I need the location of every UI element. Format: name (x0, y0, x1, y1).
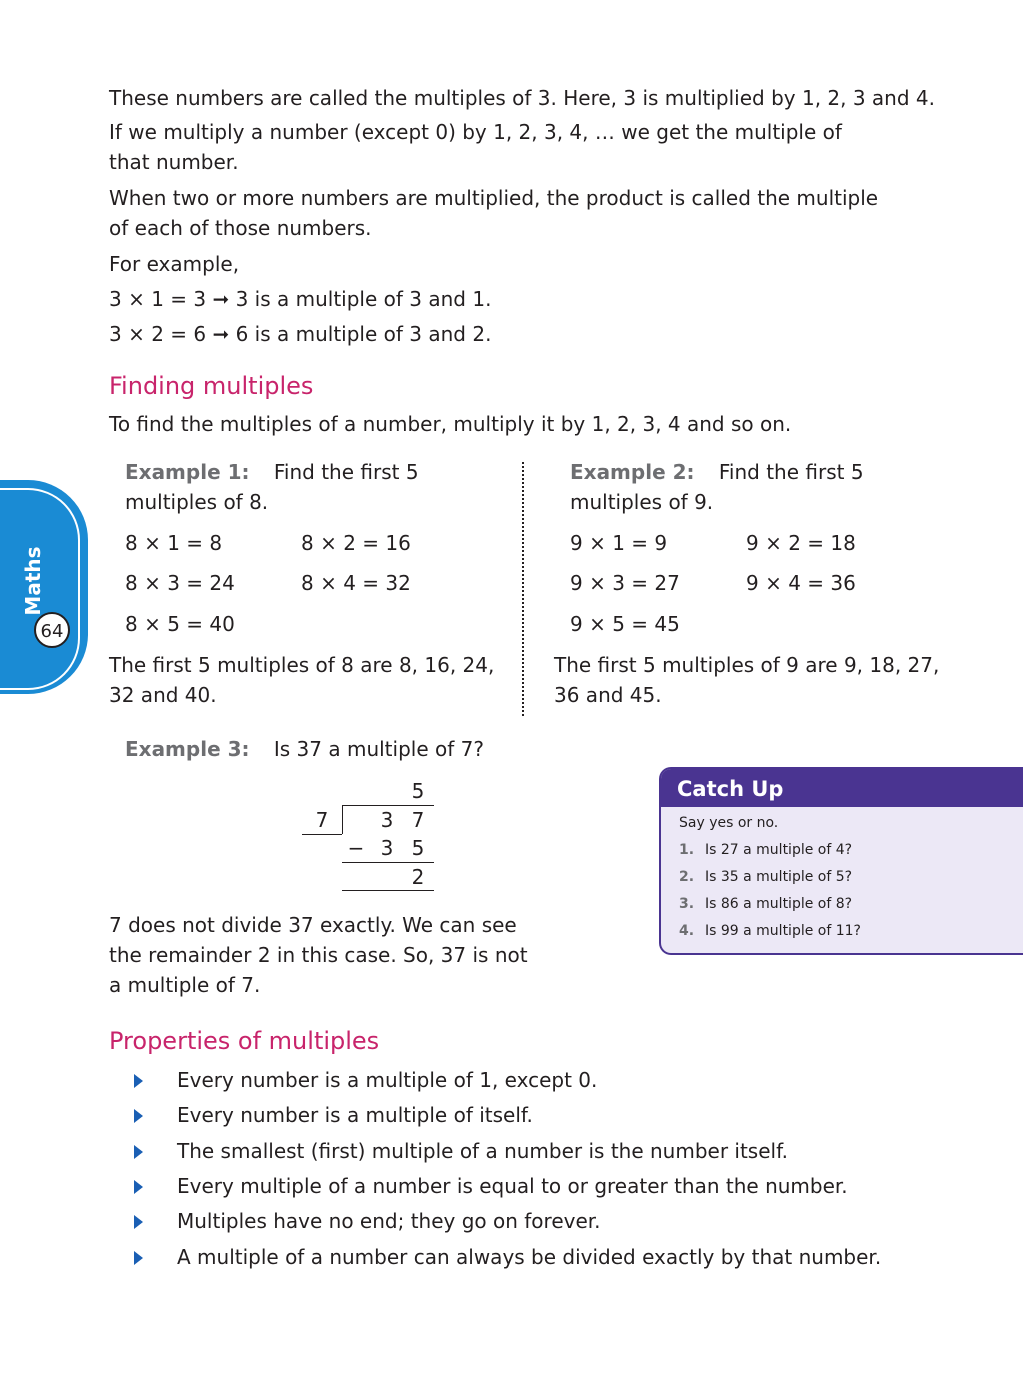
finding-multiples-heading: Finding multiples (109, 372, 314, 400)
bullet-arrow-icon (134, 1251, 143, 1265)
bullet-arrow-icon (134, 1215, 143, 1229)
catch-up-item (679, 896, 852, 912)
example-2-question: Find the first 5 (718, 460, 864, 484)
division-subtract-digit: 5 (411, 836, 425, 860)
example-2-line: 9 × 1 = 9 (570, 531, 668, 555)
example-line-1: 3 × 1 = 3 ➞ 3 is a multiple of 3 and 1. (109, 287, 492, 311)
example-3-question: Is 37 a multiple of 7? (273, 737, 484, 761)
property-item: The smallest (first) multiple of a number is the number itself. (177, 1139, 789, 1163)
properties-heading: Properties of multiples (109, 1027, 380, 1055)
page-number: 64 (34, 612, 70, 648)
example-1-answer: The first 5 multiples of 8 are 8, 16, 24, (109, 653, 495, 677)
example-1-line: 8 × 3 = 24 (125, 571, 235, 595)
division-dividend-digit: 3 (380, 808, 394, 832)
catch-up-item-text: Is 86 a multiple of 8? (705, 896, 853, 912)
example-line-2: 3 × 2 = 6 ➞ 6 is a multiple of 3 and 2. (109, 322, 492, 346)
bullet-arrow-icon (134, 1145, 143, 1159)
catch-up-item-text: Is 35 a multiple of 5? (705, 869, 853, 885)
intro-paragraph-3a: When two or more numbers are multiplied, the product is called the multiple (109, 186, 879, 210)
example-2-line: 9 × 5 = 45 (570, 612, 680, 636)
example-1-label: Example 1: (125, 460, 250, 484)
catch-up-item-number: 1. (679, 842, 695, 858)
example-2-label: Example 2: (570, 460, 695, 484)
division-divisor-underline (302, 834, 342, 835)
example-1-title (125, 459, 419, 485)
catch-up-box (659, 767, 1023, 955)
division-quotient: 5 (411, 779, 425, 803)
example-3-conclusion-end: a multiple of 7. (109, 973, 261, 997)
example-2-answer: The first 5 multiples of 9 are 9, 18, 27, (554, 653, 940, 677)
example-3-title (125, 736, 484, 762)
example-1-line: 8 × 4 = 32 (301, 571, 411, 595)
property-item: Every number is a multiple of itself. (177, 1103, 533, 1127)
bullet-arrow-icon (134, 1074, 143, 1088)
example-2-line: 9 × 4 = 36 (746, 571, 856, 595)
for-example-text: For example, (109, 252, 240, 276)
example-1-question-cont: multiples of 8. (125, 490, 269, 514)
example-3-label: Example 3: (125, 737, 250, 761)
division-bracket-top (342, 805, 434, 806)
example-1-line: 8 × 1 = 8 (125, 531, 223, 555)
example-1-answer-cont: 32 and 40. (109, 683, 217, 707)
example-2-title (570, 459, 864, 485)
subject-label: Maths (21, 546, 45, 616)
example-2-answer-cont: 36 and 45. (554, 683, 662, 707)
catch-up-item-text: Is 27 a multiple of 4? (705, 842, 853, 858)
catch-up-item (679, 923, 861, 939)
catch-up-item (679, 842, 852, 858)
intro-paragraph-1: These numbers are called the multiples of 3. Here, 3 is multiplied by 1, 2, 3 and 4. (109, 86, 935, 110)
finding-multiples-text: To find the multiples of a number, multiply it by 1, 2, 3, 4 and so on. (109, 412, 792, 436)
property-item: Every multiple of a number is equal to or greater than the number. (177, 1174, 848, 1198)
example-2-line: 9 × 2 = 18 (746, 531, 856, 555)
division-line-bottom (342, 890, 434, 891)
example-3-conclusion-cont: the remainder 2 in this case. So, 37 is not (109, 943, 528, 967)
property-item: Every number is a multiple of 1, except 0. (177, 1068, 598, 1092)
example-1-question: Find the first 5 (273, 460, 419, 484)
division-bracket-side (342, 805, 343, 834)
example-3-conclusion: 7 does not divide 37 exactly. We can see (109, 913, 517, 937)
property-item: Multiples have no end; they go on forever. (177, 1209, 601, 1233)
catch-up-item-text: Is 99 a multiple of 11? (705, 923, 861, 939)
catch-up-item (679, 869, 852, 885)
division-minus-sign: − (347, 836, 365, 860)
example-2-line: 9 × 3 = 27 (570, 571, 680, 595)
division-subtract-digit: 3 (380, 836, 394, 860)
intro-paragraph-3b: of each of those numbers. (109, 216, 372, 240)
bullet-arrow-icon (134, 1180, 143, 1194)
catch-up-title: Catch Up (661, 769, 1023, 807)
intro-paragraph-2a: If we multiply a number (except 0) by 1, 2, 3, 4, … we get the multiple of (109, 120, 842, 144)
division-dividend-digit: 7 (411, 808, 425, 832)
catch-up-item-number: 2. (679, 869, 695, 885)
example-1-line: 8 × 2 = 16 (301, 531, 411, 555)
dotted-divider (522, 462, 524, 716)
division-divisor: 7 (315, 808, 329, 832)
example-2-question-cont: multiples of 9. (570, 490, 714, 514)
property-item: A multiple of a number can always be divided exactly by that number. (177, 1245, 882, 1269)
intro-paragraph-2b: that number. (109, 150, 239, 174)
catch-up-item-number: 4. (679, 923, 695, 939)
division-line (342, 862, 434, 863)
bullet-arrow-icon (134, 1109, 143, 1123)
division-remainder: 2 (411, 865, 425, 889)
example-1-line: 8 × 5 = 40 (125, 612, 235, 636)
catch-up-item-number: 3. (679, 896, 695, 912)
catch-up-intro: Say yes or no. (679, 815, 779, 831)
